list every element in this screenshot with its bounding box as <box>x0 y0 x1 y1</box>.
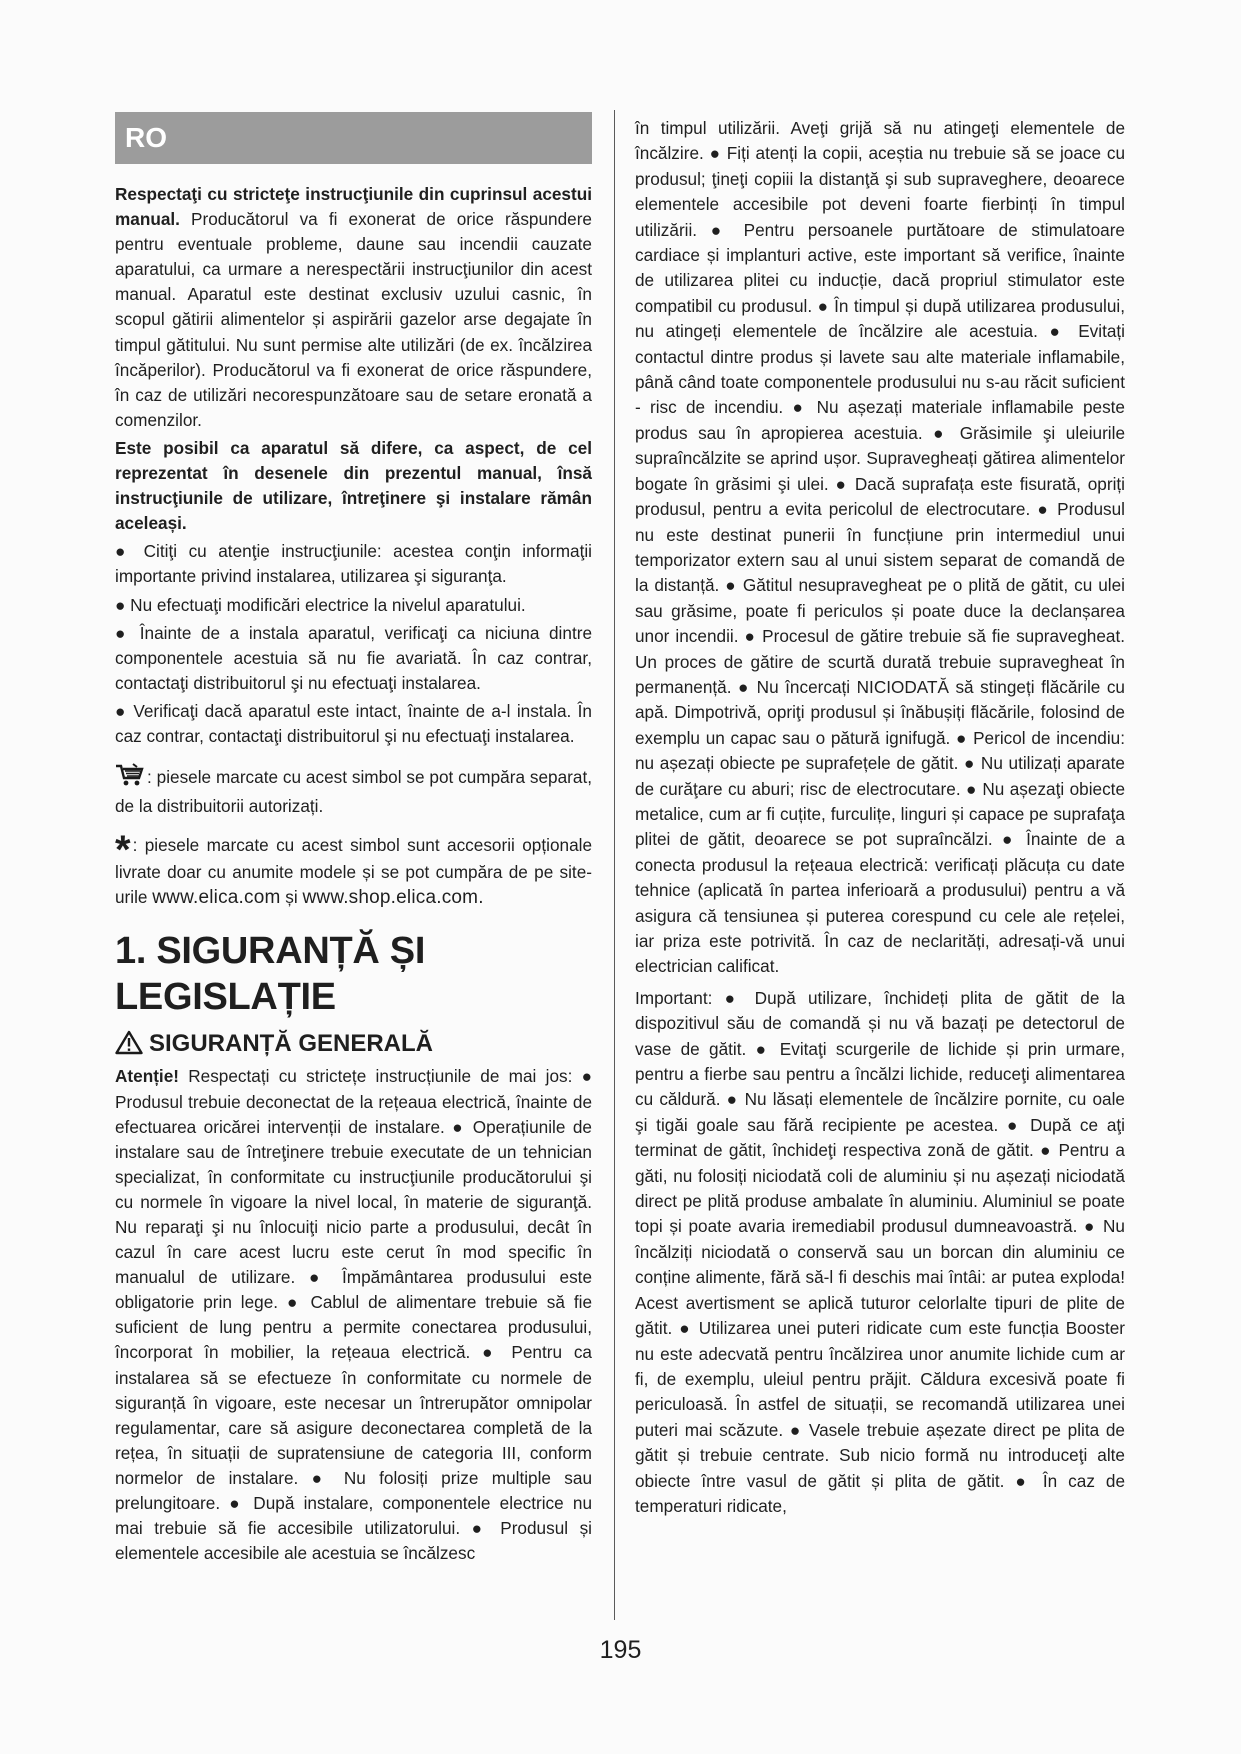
column-divider <box>614 110 615 1620</box>
page-number: 195 <box>599 1636 642 1664</box>
shopping-cart-icon <box>115 763 145 794</box>
bullet-item: ● Citiţi cu atenţie instrucţiunile: acestea conţin informaţii importante privind instalarea, utilizarea şi siguranţa. <box>115 541 592 587</box>
accessory-symbol-note <box>115 828 592 910</box>
bullet-item: ● Verificaţi dacă aparatul este intact, înainte de a-l instala. În caz contrar, contactaţi distribuitorul şi nu efectuaţi instalarea. <box>115 700 592 746</box>
intro-text: Producătorul va fi exonerat de orice răspundere pentru eventuale probleme, daune sau incendii cauzate aparatului, ca urmare a nerespectării instrucţiunilor din acest manual. Aparatul este destinat exclusiv uzului casnic, în scopul gătirii alimentelor și aspirării gazelor arse degajate în timpul gătitului. Nu sunt permise alte utilizări (de ex. încălzirea încăperilor). Producătorul va fi exonerat de orice răspundere, în caz de utilizări necorespunzătoare sau de setare eronată a comenzilor. <box>115 209 592 430</box>
safety-paragraph <box>115 1064 592 1566</box>
warning-icon <box>115 1030 143 1055</box>
accessory-note-text: : piesele marcate cu acest simbol sunt accesorii opționale livrate doar cu anumite modele și se pot cumpăra de pe site-urile <box>115 835 592 908</box>
elica-website-link[interactable]: www.elica.com <box>152 887 281 909</box>
asterisk-icon: * <box>115 828 131 873</box>
safety-continued-paragraph: în timpul utilizării. Aveţi grijă să nu atingeţi elementele de încălzire. ● Fiți atenți la copii, aceștia nu trebuie să se joace cu produsul; ţineţi copiii la distanţă şi sub supraveghere, deoarece elementele accesibile pot deveni foarte fierbinți în timpul utilizării. ● Pentru persoanele purtătoare de stimulatoare cardiace și implanturi active, este important să verifice, înainte de utilizarea plitei cu inducție, dacă propriul stimulator este compatibil cu produsul. ● În timpul și după utilizarea produsului, nu atingeți elementele de încălzire ale acestuia. ● Evitați contactul dintre produs și lavete sau alte materiale inflamabile, până când toate componentele produsului nu s-au răcit suficient - risc de incendiu. ● Nu așezați materiale inflamabile peste produs sau în apropierea acestuia. ● Grăsimile şi uleiurile supraîncălzite se aprind ușor. Supravegheați gătirea alimentelor bogate în grăsimi şi ulei. ● Dacă suprafața este fisurată, opriți produsul, pentru a evita pericolul de electrocutare. ● Produsul nu este destinat punerii în funcțiune prin intermediul unui temporizator extern sau al unui sistem separat de comandă de la distanță. ● Gătitul nesupravegheat pe o plită de gătit, cu ulei sau grăsime, poate fi periculos și poate duce la declanșarea unor incendii. ● Procesul de gătire trebuie să fie supravegheat. Un proces de gătire de scurtă durată trebuie supravegheat în permanență. ● Nu încercați NICIODATĂ să stingeți flăcările cu apă. Dimpotrivă, opriţi produsul și înăbușiți flăcările, folosind de exemplu un capac sau o pătură ignifugă. ● Pericol de incendiu: nu așezați obiecte pe suprafețele de gătit. ● Nu utilizați aparate de curăţare cu aburi; risc de electrocutare. ● Nu așezaţi obiecte metalice, cum ar fi cuțite, furculițe, linguri și capace pe suprafaţa plitei de gătit, deoarece se pot supraîncălzi. ● Înainte de a conecta produsul la rețeaua electrică: verificați plăcuța cu date tehnice (aplicată în partea inferioară a produsului) pentru a vă asigura că tensiunea și puterea corespund cu cele ale rețelei, iar priza este potrivită. În caz de neclarități, adresați-vă unui electrician calificat. <box>635 118 1125 977</box>
important-paragraph: Important: ● După utilizare, închideți plita de gătit de la dispozitivul său de comandă și nu vă bazați pe detectorul de vase de gătit. ● Evitaţi scurgerile de lichide și prin urmare, pentru a fierbe sau pentru a încălzi lichide, reduceţi alimentarea cu căldură. ● Nu lăsați elementele de încălzire pornite, cu oale şi tigăi goale sau fără recipiente pe acestea. ● După ce aţi terminat de gătit, închideţi respectiva zonă de gătit. ● Pentru a găti, nu folosiți niciodată coli de aluminiu și nu așezați niciodată direct pe plită produse ambalate în aluminiu. Aluminiul se poate topi și poate avaria iremediabil produsul dumneavoastră. ● Nu încălziți niciodată o conservă sau un borcan din aluminiu ce conține alimente, fără să-l fi deschis mai întâi: ar putea exploda! Acest avertisment se aplică tuturor celorlalte tipuri de plite de gătit. ● Utilizarea unei puteri ridicate cum este funcția Booster nu este adecvată pentru încălzirea unor anumite lichide cum ar fi, de exemplu, uleiul pentru prăjit. Căldura excesivă poate fi periculoasă. În astfel de situații, se recomandă utilizarea unei puteri mai scăzute. ● Vasele trebuie așezate direct pe plita de gătit și trebuie centrate. Sub nicio formă nu introduceţi alte obiecte între vasul de gătit și plita de gătit. ● În caz de temperaturi ridicate, <box>635 987 1125 1516</box>
subsection-title-text: SIGURANȚĂ GENERALĂ <box>149 1030 434 1058</box>
cart-symbol-note <box>115 763 592 819</box>
intro-paragraph <box>115 182 592 433</box>
safety-text: Respectați cu strictețe instrucțiunile de mai jos: ● Produsul trebuie deconectat de la rețeaua electrică, înainte de efectuarea oricărei intervenții de instalare. ● Operațiunile de instalare sau de întreţinere trebuie executate de un tehnician specializat, în conformitate cu instrucţiunile producătorului şi cu normele în vigoare la nivel local, în materie de siguranţă. Nu reparaţi şi nu înlocuiţi nicio parte a produsului, decât în cazul în care acest lucru este cerut în mod specific în manualul de utilizare. ● Împământarea produsului este obligatorie prin lege. ● Cablul de alimentare trebuie să fie suficient de lung pentru a permite conectarea produsului, încorporat în mobilier, la rețeaua electrică. ● Pentru ca instalarea să se efectueze în conformitate cu normele de siguranță în vigoare, este necesar un întrerupător omnipolar regulamentar, care să asigure deconectarea completă de la rețea, în situații de supratensiune de categoria III, conform normelor de instalare. ● Nu folosiți prize multiple sau prelungitoare. ● După instalare, componentele electrice nu mai trebuie să fie accesibile utilizatorului. ● Produsul și elementele accesibile ale acestuia se încălzesc <box>115 1066 592 1564</box>
section-title: 1. SIGURANȚĂ ȘI LEGISLAȚIE <box>115 930 426 1019</box>
attention-label: Atenție! <box>115 1066 179 1087</box>
right-column <box>635 116 1125 1522</box>
shop-website-link[interactable]: www.shop.elica.com. <box>302 887 484 909</box>
appearance-notice: Este posibil ca aparatul să difere, ca aspect, de cel reprezentat în desenele din prezentul manual, însă instrucţiunile de utilizare, întreţinere şi instalare rămân aceleași. <box>115 437 592 534</box>
and-word: și <box>280 887 303 908</box>
subsection-title <box>115 1028 592 1060</box>
left-column <box>115 112 592 1569</box>
bullet-item: ● Înainte de a instala aparatul, verificaţi ca niciuna dintre componentele acestuia să nu fie avariată. În caz contrar, contactaţi distribuitorul şi nu efectuaţi instalarea. <box>115 622 592 693</box>
intro-bold-text: Respectaţi cu stricteţe instrucţiunile din cuprinsul acestui manual. <box>115 184 592 230</box>
language-badge: RO <box>115 112 592 164</box>
bullet-item: ● Nu efectuaţi modificări electrice la nivelul aparatului. <box>115 594 526 615</box>
cart-note-text: : piesele marcate cu acest simbol se pot cumpăra separat, de la distribuitorii autorizați. <box>115 767 592 817</box>
